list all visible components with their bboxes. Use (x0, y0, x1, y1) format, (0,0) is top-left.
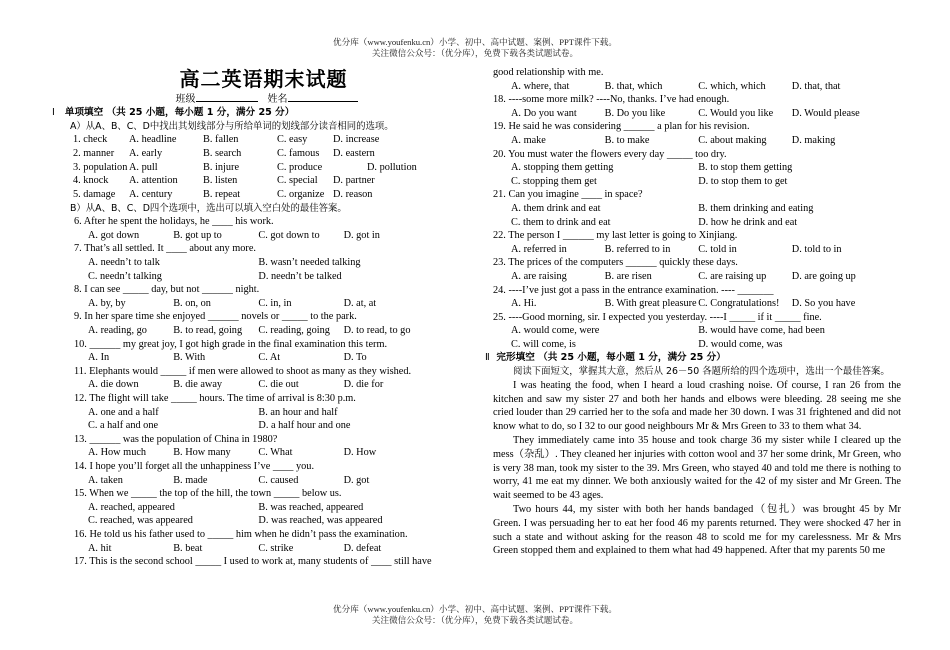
answer-option[interactable]: D. to read, to go (343, 325, 411, 337)
options-row (60, 324, 443, 338)
question-stem: 19. He said he was considering ______ a plan for his revision. (493, 121, 750, 133)
options-row (60, 351, 443, 365)
answer-option[interactable]: C. needn’t talking (88, 270, 162, 282)
answer-option[interactable]: A. hit (88, 542, 112, 554)
question-stem: 16. He told us his father used to _____ him when he didn’t pass the examination. (74, 528, 408, 540)
header-line-2: 关注微信公众号：（优分库），免费下载各类试题试卷。 (371, 48, 579, 58)
answer-option[interactable]: C. At (258, 352, 281, 364)
section2-title: 完形填空 （共 25 小题，每小题 1 分，满分 25 分） (496, 352, 726, 364)
answer-option[interactable]: C. about making (698, 134, 767, 146)
answer-option[interactable]: D. at, at (343, 297, 377, 309)
question-item (493, 66, 901, 93)
section1-num: Ⅰ (52, 107, 55, 118)
answer-option[interactable]: C. strike (258, 542, 294, 554)
left-questions (60, 215, 443, 568)
answer-option[interactable]: A. needn’t to talk (88, 257, 160, 269)
answer-option[interactable]: A. Do you want (511, 107, 577, 119)
cloze-paragraph-2: They immediately came into 35 house and took charge 36 my sister while I cleared up the mess（杂乱）. They cleaned her injuries with cotton wool and 37 her some drink, Mr Green, who is very 38 man, took my sister to the 39. Mrs Green, who stayed 40 and told me there is nothing to worry, 41 me eat my dinner. We both anxiously waited for the 42 of my sister and Mr Green. The wait seemed to be 43 ages. (493, 435, 901, 502)
options-row (60, 229, 443, 243)
question-item (493, 120, 901, 147)
right-column (485, 66, 901, 558)
answer-option[interactable]: A. taken (88, 474, 123, 486)
options-row (493, 107, 901, 121)
answer-option[interactable]: B. With great pleasure (604, 298, 697, 310)
answer-option[interactable]: B. on, on (173, 297, 211, 309)
word-option[interactable]: B. fallen (203, 134, 239, 146)
answer-option[interactable]: D. got (343, 474, 370, 486)
options-row (60, 542, 443, 556)
answer-option[interactable]: B. beat (173, 542, 203, 554)
answer-option[interactable]: A. would come, were (511, 325, 600, 337)
question-stem: 24. ----I’ve just got a pass in the entrance examination. ---- _______ (493, 284, 774, 296)
word-option[interactable]: D. pollution (367, 161, 417, 173)
answer-option[interactable]: B. them drinking and eating (698, 202, 814, 214)
question-stem: 21. Can you imagine ____ in space? (493, 189, 643, 201)
answer-option[interactable]: C. die out (258, 379, 299, 391)
word-row (60, 161, 443, 175)
answer-option[interactable]: A. reached, appeared (88, 501, 175, 513)
answer-option[interactable]: B. are risen (604, 270, 652, 282)
word-option[interactable]: C. special (277, 175, 318, 187)
class-field[interactable] (196, 92, 258, 102)
answer-option[interactable]: B. referred to in (604, 243, 671, 255)
question-item (60, 460, 443, 487)
word-option[interactable]: D. partner (333, 175, 375, 187)
answer-option[interactable]: B. Do you like (604, 107, 666, 119)
left-column (52, 66, 443, 569)
section1-heading (52, 106, 443, 120)
question-stem: 13. ______ was the population of China in 1980? (74, 433, 278, 445)
answer-option[interactable]: A. stopping them getting (511, 162, 614, 174)
answer-option[interactable]: C. stopping them get (511, 175, 597, 187)
question-stem: 8. I can see _____ day, but not ______ night. (74, 284, 260, 296)
options-row (493, 202, 901, 216)
options-row (60, 419, 443, 433)
answer-option[interactable]: A. one and a half (88, 406, 159, 418)
word-option[interactable]: B. listen (203, 175, 238, 187)
word-option[interactable]: A. century (129, 189, 173, 200)
answer-option[interactable]: B. How many (173, 447, 231, 459)
word-option[interactable]: C. produce (277, 161, 323, 173)
question-item (60, 215, 443, 242)
answer-option[interactable]: D. are going up (791, 270, 856, 282)
answer-option[interactable]: D. that, that (791, 80, 841, 92)
answer-option[interactable]: D. got in (343, 229, 380, 241)
question-stem: 9. In her spare time she enjoyed ______ novels or _____ to the park. (74, 311, 357, 323)
answer-option[interactable]: C. reached, was appeared (88, 515, 193, 527)
options-row (493, 134, 901, 148)
question-stem: 10. ______ my great joy, I got high grade in the final examination this term. (74, 338, 388, 350)
question-stem: 6. After he spent the holidays, he ____ his work. (74, 216, 274, 228)
question-item (60, 392, 443, 433)
answer-option[interactable]: B. was reached, appeared (258, 501, 364, 513)
answer-option[interactable]: B. to read, going (173, 325, 243, 337)
word-row (60, 188, 443, 202)
answer-option[interactable]: B. an hour and half (258, 406, 338, 418)
answer-option[interactable]: D. To (343, 352, 367, 364)
options-row (493, 338, 901, 352)
answer-option[interactable]: C. What (258, 447, 293, 459)
options-row (493, 175, 901, 189)
answer-option[interactable]: B. to make (604, 134, 650, 146)
answer-option[interactable]: D. to stop them to get (698, 175, 788, 187)
answer-option[interactable]: C. a half and one (88, 420, 159, 432)
answer-option[interactable]: C. them to drink and eat (511, 216, 611, 228)
page-footer (0, 604, 950, 626)
word-stem: 1. check (73, 134, 108, 146)
options-row (60, 446, 443, 460)
options-row (493, 297, 901, 311)
answer-option[interactable]: A. referred in (511, 243, 567, 255)
answer-option[interactable]: C. reading, going (258, 325, 330, 337)
word-option[interactable]: A. early (129, 147, 163, 159)
part-b-instructions: B）从A、B、C、D四个选项中，选出可以填入空白处的最佳答案。 (70, 202, 347, 214)
answer-option[interactable]: A. got down (88, 229, 140, 241)
answer-option[interactable]: B. With (173, 352, 206, 364)
options-row (60, 297, 443, 311)
question-item (60, 555, 443, 569)
word-option[interactable]: B. repeat (203, 189, 241, 200)
answer-option[interactable]: A. die down (88, 379, 139, 391)
options-row (60, 270, 443, 284)
answer-option[interactable]: A. How much (88, 447, 147, 459)
options-row (493, 243, 901, 257)
footer-line-2: 关注微信公众号：（优分库），免费下载各类试题试卷。 (371, 615, 579, 625)
answer-option[interactable]: C. in, in (258, 297, 292, 309)
question-item (493, 256, 901, 283)
question-item (60, 242, 443, 283)
answer-option[interactable]: D. defeat (343, 542, 382, 554)
question-item (60, 487, 443, 528)
word-option[interactable]: A. headline (129, 134, 177, 146)
question-item (60, 338, 443, 365)
answer-option[interactable]: C. Congratulations! (698, 298, 780, 310)
student-info (60, 92, 443, 106)
answer-option[interactable]: D. making (791, 134, 836, 146)
answer-option[interactable]: B. that, which (604, 80, 663, 92)
word-stem: 4. knock (73, 175, 109, 187)
answer-option[interactable]: B. would have come, had been (698, 325, 825, 337)
part-a-instructions: A）从A、B、C、D中找出其划线部分与所给单词的划线部分读音相同的选项。 (70, 120, 394, 132)
answer-option[interactable]: D. would come, was (698, 338, 783, 350)
question-stem: 17. This is the second school _____ I used to work at, many students of ____ still have (74, 556, 432, 568)
word-option[interactable]: C. easy (277, 134, 308, 146)
question-item (493, 188, 901, 229)
answer-option[interactable]: D. Would please (791, 107, 860, 119)
answer-option[interactable]: A. by, by (88, 297, 126, 309)
answer-option[interactable]: A. make (511, 134, 546, 146)
word-option[interactable]: D. eastern (333, 147, 375, 159)
word-stem: 5. damage (73, 189, 116, 200)
word-option[interactable]: B. search (203, 147, 242, 159)
question-item (60, 283, 443, 310)
word-option[interactable]: B. injure (203, 161, 240, 173)
answer-option[interactable]: B. got up to (173, 229, 222, 241)
word-option[interactable]: D. increase (333, 134, 380, 146)
answer-option[interactable]: B. die away (173, 379, 223, 391)
answer-option[interactable]: B. to stop them getting (698, 162, 793, 174)
answer-option[interactable]: C. will come, is (511, 338, 576, 350)
answer-option[interactable]: D. told to in (791, 243, 842, 255)
name-label: 姓名 (267, 94, 288, 105)
question-stem: 22. The person I ______ my last letter is going to Xinjiang. (493, 230, 738, 242)
question-item (493, 284, 901, 311)
class-label: 班级 (175, 94, 196, 105)
word-option[interactable]: C. organize (277, 189, 325, 200)
word-row (60, 147, 443, 161)
question-item (493, 311, 901, 352)
answer-option[interactable]: B. made (173, 474, 208, 486)
options-row (60, 501, 443, 515)
question-stem: 25. ----Good morning, sir. I expected you yesterday. ----I _____ if it _____ fine. (493, 311, 822, 323)
name-field[interactable] (288, 92, 358, 102)
answer-option[interactable]: C. got down to (258, 229, 320, 241)
question-item (60, 528, 443, 555)
options-row (493, 324, 901, 338)
footer-line-1: 优分库（www.youfenku.cn）小学、初中、高中试题、案例、PPT课件下载。 (333, 604, 617, 614)
section2-num: Ⅱ (485, 352, 490, 364)
options-row (493, 216, 901, 230)
answer-option[interactable]: B. wasn’t needed talking (258, 257, 361, 269)
question-stem: 14. I hope you’ll forget all the unhappiness I’ve ____ you. (74, 460, 315, 472)
question-stem: 11. Elephants would _____ if men were allowed to shoot as many as they wished. (74, 365, 412, 377)
word-row (60, 174, 443, 188)
word-stem: 3. population (73, 161, 128, 173)
word-option[interactable]: D. reason (333, 189, 373, 200)
answer-option[interactable]: D. how he drink and eat (698, 216, 798, 228)
section1-title: 单项填空 （共 25 小题，每小题 1 分，满分 25 分） (64, 107, 295, 118)
question-stem: good relationship with me. (493, 67, 604, 78)
answer-option[interactable]: C. are raising up (698, 270, 767, 282)
answer-option[interactable]: C. Would you like (698, 107, 774, 119)
options-row (60, 474, 443, 488)
options-row (60, 378, 443, 392)
pronunciation-list (60, 133, 443, 202)
question-item (493, 148, 901, 189)
question-stem: 12. The flight will take _____ hours. The time of arrival is 8:30 p.m. (74, 393, 356, 405)
answer-option[interactable]: D. How (343, 447, 377, 459)
question-item (60, 310, 443, 337)
question-stem: 18. ----some more milk? ----No, thanks. I’ve had enough. (493, 94, 730, 106)
answer-option[interactable]: A. In (88, 352, 110, 364)
options-row (493, 161, 901, 175)
word-option[interactable]: A. attention (129, 175, 178, 187)
answer-option[interactable]: A. Hi. (511, 298, 537, 310)
word-stem: 2. manner (73, 147, 115, 159)
options-row (493, 80, 901, 94)
word-row (60, 133, 443, 147)
answer-option[interactable]: D. needn’t be talked (258, 270, 342, 282)
page-header (0, 37, 950, 59)
options-row (60, 514, 443, 528)
options-row (60, 256, 443, 270)
answer-option[interactable]: D. was reached, was appeared (258, 515, 383, 527)
cloze-instructions: 阅读下面短文，掌握其大意，然后从 26－50 各题所给的四个选项中，选出一个最佳答案。 (513, 366, 890, 378)
cloze-paragraph-1: I was heating the food, when I heard a loud crashing noise. Of course, I ran 26 from the kitchen and saw my sister 27 and both her hands and elbows were bleeding. 28 seeing me she cried louder than 29 carried her to the sofa and made her 30 down. I was 31 frightened and did not know what to do, so I 32 to our good neighbours Mr & Mrs Green to 33 to them what 34. (493, 379, 901, 433)
answer-option[interactable]: A. them drink and eat (511, 202, 601, 214)
options-row (493, 270, 901, 284)
answer-option[interactable]: D. die for (343, 379, 384, 391)
answer-option[interactable]: A. where, that (511, 80, 570, 92)
word-option[interactable]: C. famous (277, 147, 320, 159)
question-item (493, 93, 901, 120)
question-item (493, 229, 901, 256)
header-line-1: 优分库（www.youfenku.cn）小学、初中、高中试题、案例、PPT课件下载。 (333, 37, 617, 47)
section2-heading (485, 351, 901, 365)
answer-option[interactable]: D. So you have (791, 298, 856, 310)
question-stem: 7. That’s all settled. It ____ about any more. (74, 243, 256, 255)
answer-option[interactable]: C. which, which (698, 80, 766, 92)
cloze-paragraph-3: Two hours 44, my sister with both her hands bandaged（包扎）was brought 45 by Mr Green. I was persuading her to eat her food 46 my parents returned. They were shocked 47 her in such a state and without asking for the reason 48 to scold me for my carelessness. Mr & Mrs Green stopped them and explained to them what had 49 happened. After that my parents 50 me (493, 504, 901, 557)
right-questions (493, 66, 901, 351)
answer-option[interactable]: D. a half hour and one (258, 420, 351, 432)
answer-option[interactable]: C. told in (698, 243, 737, 255)
question-stem: 15. When we _____ the top of the hill, the town _____ below us. (74, 488, 342, 500)
answer-option[interactable]: A. are raising (511, 270, 567, 282)
page-title: 高二英语期末试题 (179, 67, 348, 91)
answer-option[interactable]: A. reading, go (88, 325, 147, 337)
question-stem: 20. You must water the flowers every day _____ too dry. (493, 148, 727, 160)
options-row (60, 406, 443, 420)
question-item (60, 365, 443, 392)
word-option[interactable]: A. pull (129, 161, 158, 173)
question-item (60, 433, 443, 460)
question-stem: 23. The prices of the computers ______ quickly these days. (493, 257, 738, 269)
answer-option[interactable]: C. caused (258, 474, 299, 486)
